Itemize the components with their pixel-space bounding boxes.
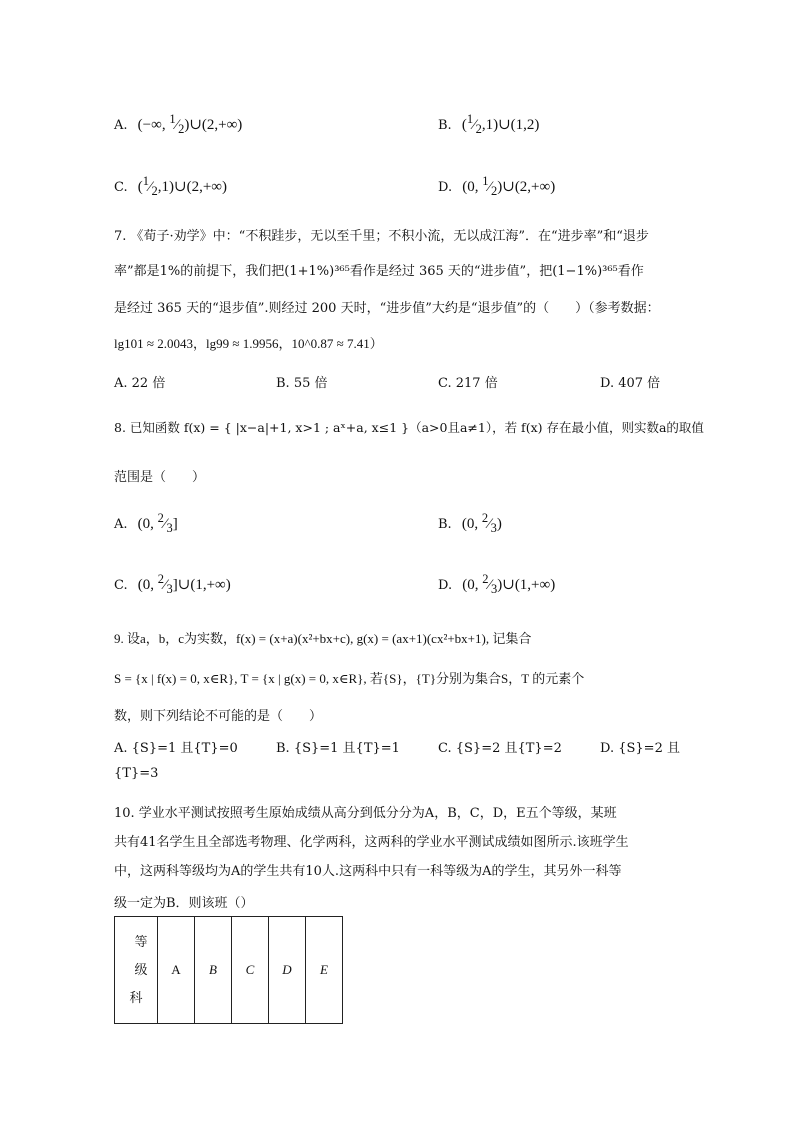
- q6-option-c: C. $(^1⁄_2,1)\cup(2,+\infty)$: [114, 174, 227, 198]
- table-cell-e: E: [306, 917, 343, 1024]
- table-cell-b: B: [195, 917, 232, 1024]
- header-char: 级: [134, 962, 148, 977]
- q7-line-4: lg101 ≈ 2.0043，lg99 ≈ 1.9956，10^0.87 ≈ 7.41）: [114, 336, 383, 351]
- q9-option-a: A. {S}=1 且{T}=0: [114, 741, 238, 756]
- table-header-cell: [115, 917, 158, 1024]
- q9-line-3: 数，则下列结论不可能的是（ ）: [114, 709, 323, 724]
- q9-option-b: B. {S}=1 且{T}=1: [276, 741, 400, 756]
- q9-option-c: C. {S}=2 且{T}=2: [438, 741, 562, 756]
- q6-option-b: B. $(^1⁄_2,1)\cup(1,2)$: [438, 112, 540, 136]
- q9-line-2: S = {x | f(x) = 0, x∈R}, T = {x | g(x) = 0, x∈R}, 若{S}，{T}分别为集合S，T 的元素个: [114, 671, 585, 686]
- q8-option-c: C. (0, $^2⁄_3]\cup(1,+\infty)$: [114, 572, 231, 596]
- q8-line-1: 8. 已知函数 f(x) = { |x−a|+1, x>1 ; aˣ+a, x≤1 }（a>0且a≠1），若 f(x) 存在最小值，则实数a的取值: [114, 420, 704, 435]
- q7-option-a: A. 22 倍: [114, 376, 166, 391]
- header-char: 等: [134, 934, 148, 949]
- q9-line-1: 9. 设a，b，c为实数，f(x) = (x+a)(x²+bx+c), g(x) = (ax+1)(cx²+bx+1), 记集合: [114, 631, 532, 646]
- q8-option-b: B. (0, $^2⁄_3$): [438, 511, 502, 535]
- q7-option-b: B. 55 倍: [276, 376, 328, 391]
- q10-line-3: 中，这两科等级均为A的学生共有10人.这两科中只有一科等级为A的学生，其另外一科等: [114, 864, 622, 879]
- header-char: 科: [129, 990, 143, 1005]
- q8-line-2: 范围是（ ）: [114, 470, 206, 485]
- q9-option-d: D. {S}=2 且: [600, 741, 680, 756]
- q10-line-2: 共有41名学生且全部选考物理、化学两科，这两科的学业水平测试成绩如图所示.该班学生: [114, 835, 629, 850]
- q10-line-1: 10. 学业水平测试按照考生原始成绩从高分到低分分为A，B，C，D，E五个等级，某班: [114, 806, 617, 821]
- grade-table: [114, 916, 343, 1024]
- table-row: [115, 917, 343, 1024]
- q7-line-3: 是经过 365 天的“退步值”.则经过 200 天时，“进步值”大约是“退步值”的（ ）（参考数据：: [114, 301, 660, 316]
- q7-option-c: C. 217 倍: [438, 376, 498, 391]
- q9-option-d-continued: {T}=3: [114, 766, 159, 781]
- q6-option-a: A. (−∞, $^1⁄_2)\cup(2,+\infty)$: [114, 112, 243, 136]
- table-cell-a: A: [158, 917, 195, 1024]
- q7-option-d: D. 407 倍: [600, 376, 661, 391]
- table-cell-c: C: [232, 917, 269, 1024]
- q7-line-2: 率”都是1%的前提下，我们把(1+1%)³⁶⁵看作是经过 365 天的“进步值”，把(1−1%)³⁶⁵看作: [114, 264, 644, 279]
- q6-option-d: D. (0, $^1⁄_2)\cup(2,+\infty)$: [438, 174, 556, 198]
- q8-option-d: D. (0, $^2⁄_3)\cup(1,+\infty)$: [438, 572, 556, 596]
- q10-line-4: 级一定为B．则该班（）: [114, 896, 254, 911]
- q7-line-1: 7. 《荀子·劝学》中：“不积跬步，无以至千里；不积小流，无以成江海”．在“进步率”和“退步: [114, 229, 649, 244]
- q8-option-a: A. (0, $^2⁄_3$]: [114, 511, 178, 535]
- table-cell-d: D: [269, 917, 306, 1024]
